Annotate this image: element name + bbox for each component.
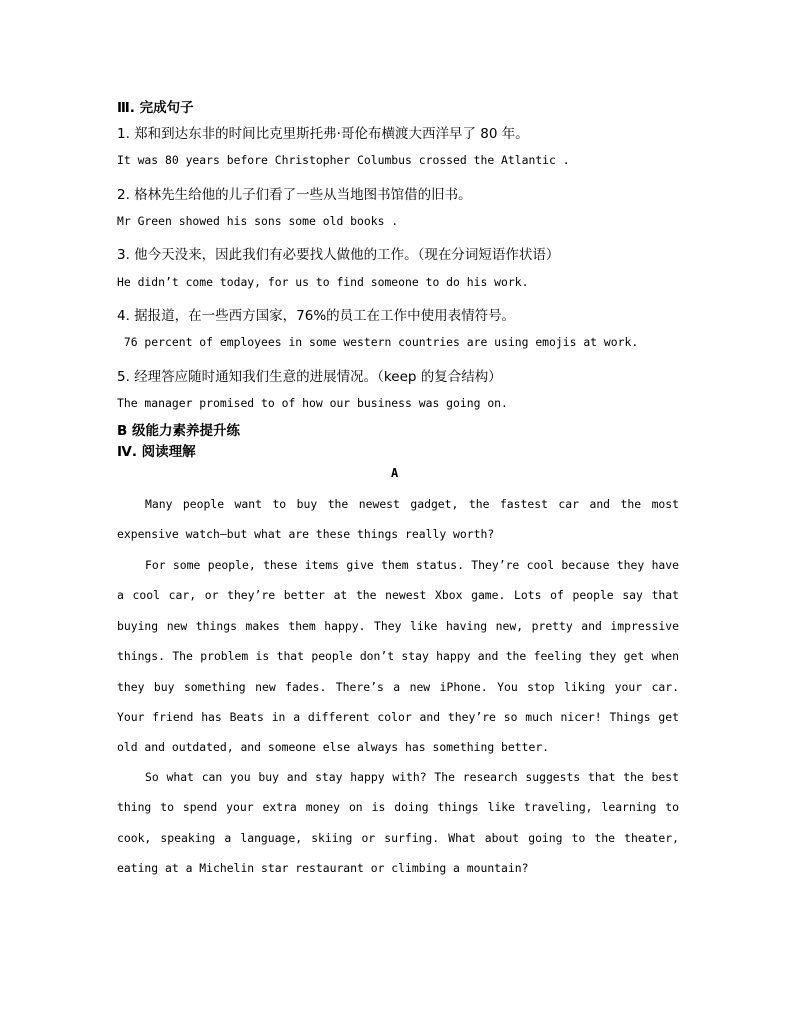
item-5-prompt: 5. 经理答应随时通知我们生意的进展情况。（keep 的复合结构） — [117, 369, 502, 385]
item-3-prompt: 3. 他今天没来，因此我们有必要找人做他的工作。（现在分词短语作状语） — [117, 247, 560, 263]
item-2-answer: Mr Green showed his sons some old books . — [117, 214, 399, 228]
item-4-answer: 76 percent of employees in some western countries are using emojis at work. — [117, 335, 639, 349]
item-1-prompt: 1. 郑和到达东非的时间比克里斯托弗·哥伦布横渡大西洋早了 80 年。 — [117, 126, 529, 142]
item-1-answer: It was 80 years before Christopher Columbus crossed the Atlantic . — [117, 153, 570, 167]
item-2-prompt: 2. 格林先生给他的儿子们看了一些从当地图书馆借的旧书。 — [117, 187, 472, 203]
item-3-answer: He didn’t come today, for us to find someone to do his work. — [117, 275, 529, 289]
item-5-answer: The manager promised to of how our business was going on. — [117, 396, 508, 410]
passage-paragraph-2: For some people, these items give them status. They’re cool because they have a cool car, or they’re better at the newest Xbox game. Lots of people say that buying new things makes them happy. They like having new, pretty and impressive things. The problem is that people don’t stay happy and the feeling they get when they buy something new fades. There’s a new iPhone. You stop liking your car. Your friend has Beats in a different color and they’re so much nicer! Things get old and outdated, and someone else always has something better. — [117, 558, 679, 755]
passage-paragraph-3: So what can you buy and stay happy with? The research suggests that the best thing to spend your extra money on is doing things like traveling, learning to cook, speaking a language, skiing or surfing. What about going to the theater, eating at a Michelin star restaurant or climbing a mountain? — [117, 770, 679, 876]
section-4-heading: Ⅳ. 阅读理解 — [117, 444, 196, 460]
level-b-heading: B 级能力素养提升练 — [117, 423, 240, 439]
item-4-prompt: 4. 据报道，在一些西方国家，76%的员工在工作中使用表情符号。 — [117, 308, 516, 324]
passage-paragraph-1: Many people want to buy the newest gadget, the fastest car and the most expensive watch—but what are these things really worth? — [117, 497, 679, 542]
section-3-heading: Ⅲ. 完成句子 — [117, 100, 194, 116]
passage-title: A — [391, 466, 399, 480]
